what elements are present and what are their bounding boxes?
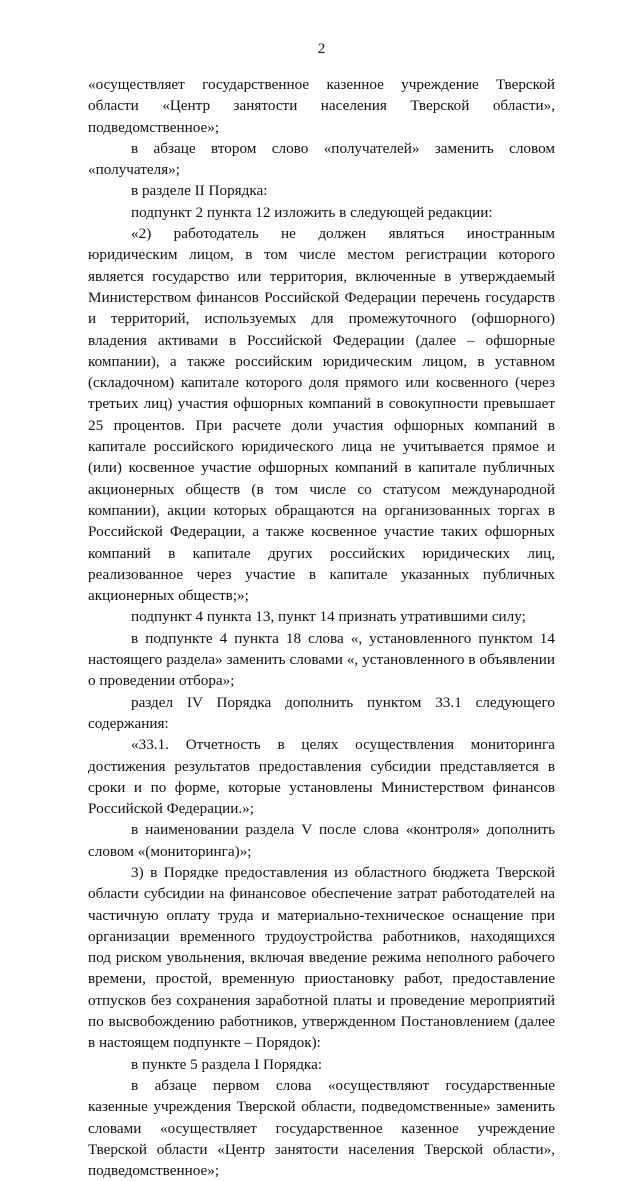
paragraph: в пункте 5 раздела I Порядка:: [131, 1055, 323, 1073]
paragraph: «2) работодатель не должен являться иностранным юридическим лицом, в том числе местом регистрации которого является государство или территория, включенные в утверждаемый Министерством финансов Российской Федерации перечень государств и территорий, используемых для промежуточного (офшорного) владения активами в Российской Федерации (далее – офшорные компании), а также российским юридическим лицом, в уставном (складочном) капитале которого доля прямого или косвенного (через третьих лиц) участия офшорных компаний в совокупности превышает 25 процентов. При расчете доли участия офшорных компаний в капитале российского юридического лица не учитывается прямое и (или) косвенное участие офшорных компаний в капитале публичных акционерных обществ (в том числе со статусом международной компании), акции которых обращаются на организованных торгах в Российской Федерации, а также косвенное участие таких офшорных компаний в капитале других российских юридических лиц, реализованное через участие в капитале указанных публичных акционерных обществ;»;: [88, 225, 555, 605]
paragraph: в подпункте 4 пункта 18 слова «, установленного пунктом 14 настоящего раздела» заменить словами «, установленного в объявлении о проведении отбора»;: [88, 629, 555, 690]
paragraph: в наименовании раздела V после слова «контроля» дополнить словом «(мониторинга)»;: [88, 821, 555, 860]
paragraph: раздел IV Порядка дополнить пунктом 33.1 следующего содержания:: [88, 693, 555, 732]
document-body: [88, 74, 555, 1181]
paragraph: в разделе II Порядка:: [131, 182, 268, 200]
paragraph: в абзаце первом слова «осуществляют государственные казенные учреждения Тверской области, подведомственные» заменить словами «осуществляет государственное казенное учреждение Тверской области «Центр занятости населения Тверской области», подведомственное»;: [88, 1076, 555, 1180]
paragraph: в абзаце втором слово «получателей» заменить словом «получателя»;: [88, 139, 555, 179]
paragraph: «33.1. Отчетность в целях осуществления мониторинга достижения результатов предоставления субсидии представляется в сроки и по форме, которые установлены Министерством финансов Российской Федерации.»;: [88, 736, 555, 818]
page-number: 2: [317, 40, 326, 57]
paragraph: подпункт 4 пункта 13, пункт 14 признать утратившими силу;: [131, 608, 526, 626]
paragraph: подпункт 2 пункта 12 изложить в следующей редакции:: [131, 203, 493, 221]
paragraph: «осуществляет государственное казенное учреждение Тверской области «Центр занятости населения Тверской области», подведомственное»;: [88, 76, 555, 136]
paragraph: 3) в Порядке предоставления из областного бюджета Тверской области субсидии на финансовое обеспечение затрат работодателей на частичную оплату труда и материально-техническое оснащение при организации временного трудоустройства работников, находящихся под риском увольнения, включая введение режима неполного рабочего времени, простой, временную приостановку работ, предоставление отпусков без сохранения заработной платы и проведение мероприятий по высвобождению работников, утвержденном Постановлением (далее в настоящем подпункте – Порядок):: [88, 863, 555, 1052]
